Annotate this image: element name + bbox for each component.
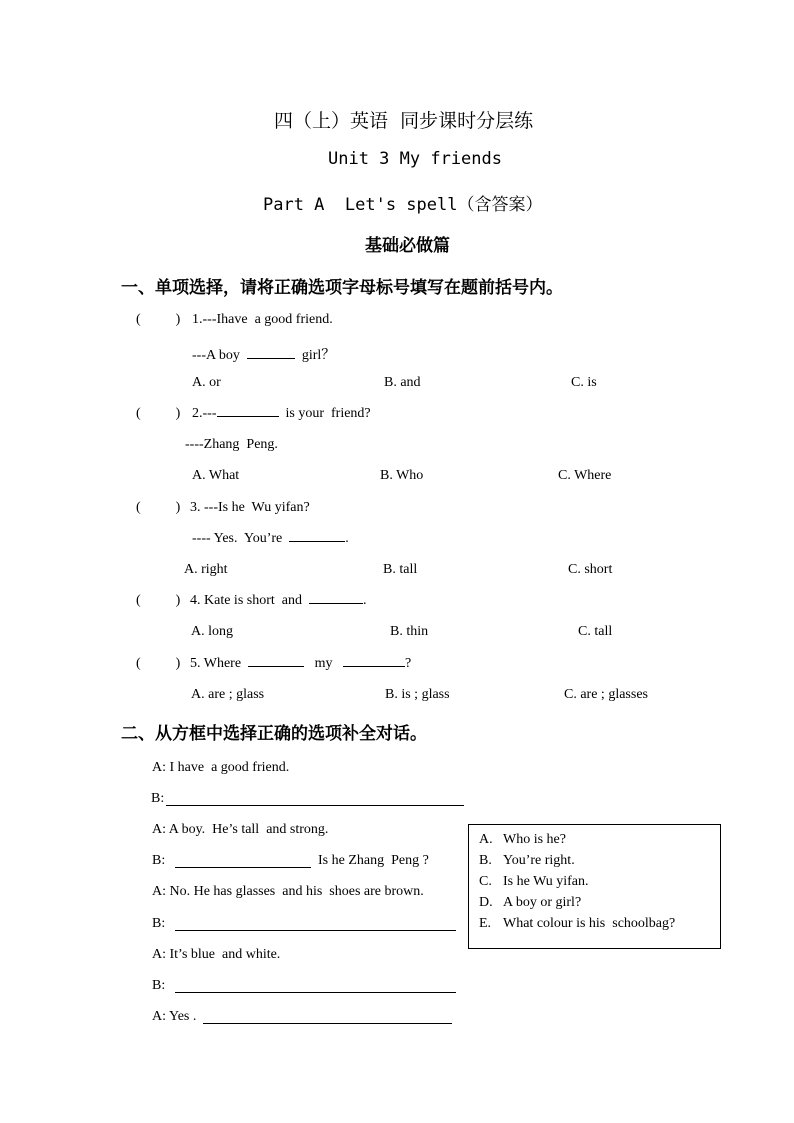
q1-line2-end: girl？ — [301, 348, 336, 363]
q4-option-a[interactable]: A. long — [191, 624, 233, 639]
box-option-d-text: A boy or girl? — [503, 895, 582, 910]
dialogue-line-7: A: It’s blue and white. — [152, 947, 281, 962]
q5-answer-paren[interactable]: ( ) — [136, 656, 181, 671]
dialogue-line-9: A: Yes . — [152, 1009, 197, 1024]
q1-line2 — [192, 344, 335, 364]
q2-option-c[interactable]: C. Where — [558, 468, 612, 483]
options-box — [468, 824, 721, 949]
q3-line2-start: ---- Yes. You’re — [192, 531, 283, 546]
dialogue-line-6-speaker: B: — [152, 916, 166, 931]
dialogue-line-2-speaker: B: — [151, 791, 165, 806]
dialogue-line-4-tail: Is he Zhang Peng ? — [318, 853, 429, 868]
q4-stem-start: 4. Kate is short and — [190, 593, 302, 608]
q5-option-b[interactable]: B. is ; glass — [385, 687, 450, 702]
part-title: Part A Let's spell（含答案） — [263, 195, 543, 215]
dialogue-answer-line-4[interactable] — [175, 992, 456, 993]
level-title: 基础必做篇 — [365, 236, 450, 256]
dialogue-answer-line-1[interactable] — [166, 805, 464, 806]
dialogue-line-3: A: A boy. He’s tall and strong. — [152, 822, 329, 837]
dialogue-line-8-speaker: B: — [152, 978, 166, 993]
q2-answer-paren[interactable]: ( ) — [136, 406, 181, 421]
q5-stem-start: 5. Where — [190, 656, 242, 671]
q3-option-a[interactable]: A. right — [184, 562, 228, 577]
q5-blank-1[interactable] — [248, 665, 304, 667]
q4-option-c[interactable]: C. tall — [578, 624, 613, 639]
q5-option-c[interactable]: C. are ; glasses — [564, 687, 648, 702]
q5-blank-2[interactable] — [343, 665, 405, 667]
q3-option-c[interactable]: C. short — [568, 562, 613, 577]
q1-option-a[interactable]: A. or — [192, 375, 221, 390]
dialogue-line-1: A: I have a good friend. — [152, 760, 290, 775]
box-option-b-letter: B. — [479, 853, 492, 868]
box-option-b-text: You’re right. — [503, 853, 575, 868]
dialogue-answer-line-2[interactable] — [175, 867, 311, 868]
q4-answer-paren[interactable]: ( ) — [136, 593, 181, 608]
q3-line2-end: . — [345, 531, 349, 546]
q2-option-b[interactable]: B. Who — [380, 468, 424, 483]
q2-stem — [192, 406, 371, 422]
q1-answer-paren[interactable]: ( ) — [136, 312, 181, 327]
q1-line2-start: ---A boy — [192, 348, 240, 363]
box-option-a-letter: A. — [479, 832, 493, 847]
dialogue-answer-line-3[interactable] — [175, 930, 456, 931]
box-option-c-letter: C. — [479, 874, 492, 889]
q2-option-a[interactable]: A. What — [192, 468, 240, 483]
box-option-e-letter: E. — [479, 916, 492, 931]
box-option-d-letter: D. — [479, 895, 493, 910]
q4-stem-end: . — [362, 593, 367, 608]
q3-blank[interactable] — [289, 540, 345, 542]
q3-option-b[interactable]: B. tall — [383, 562, 418, 577]
section1-heading: 一、单项选择，请将正确选项字母标号填写在题前括号内。 — [121, 278, 563, 298]
q3-stem: 3. ---Is he Wu yifan? — [190, 500, 310, 515]
dialogue-line-5: A: No. He has glasses and his shoes are brown. — [152, 884, 424, 899]
section2-heading: 二、从方框中选择正确的选项补全对话。 — [121, 724, 427, 744]
q5-stem-end: ? — [404, 656, 412, 671]
q4-stem — [190, 593, 366, 609]
dialogue-line-4-speaker: B: — [152, 853, 166, 868]
q3-answer-paren[interactable]: ( ) — [136, 500, 181, 515]
q1-option-c[interactable]: C. is — [571, 375, 597, 390]
q5-stem-mid: my — [314, 656, 333, 671]
q5-option-a[interactable]: A. are ; glass — [191, 687, 265, 702]
q4-option-b[interactable]: B. thin — [390, 624, 429, 639]
q5-stem — [190, 656, 411, 672]
worksheet-title: 四（上）英语 同步课时分层练 — [274, 110, 534, 132]
q2-line2: ----Zhang Peng. — [185, 437, 278, 452]
box-option-a-text: Who is he? — [503, 832, 566, 847]
dialogue-answer-line-5[interactable] — [203, 1023, 452, 1024]
q1-blank[interactable] — [247, 357, 295, 359]
q2-stem-end: is your friend? — [285, 406, 371, 421]
q3-line2 — [192, 531, 349, 547]
box-option-e-text: What colour is his schoolbag? — [503, 916, 676, 931]
q2-blank[interactable] — [217, 415, 279, 417]
unit-title: Unit 3 My friends — [328, 149, 502, 169]
q1-stem: 1.---Ihave a good friend. — [192, 312, 333, 327]
q4-blank[interactable] — [309, 602, 363, 604]
box-option-c-text: Is he Wu yifan. — [503, 874, 589, 889]
q1-option-b[interactable]: B. and — [384, 375, 421, 390]
q2-stem-start: 2.--- — [192, 406, 217, 421]
